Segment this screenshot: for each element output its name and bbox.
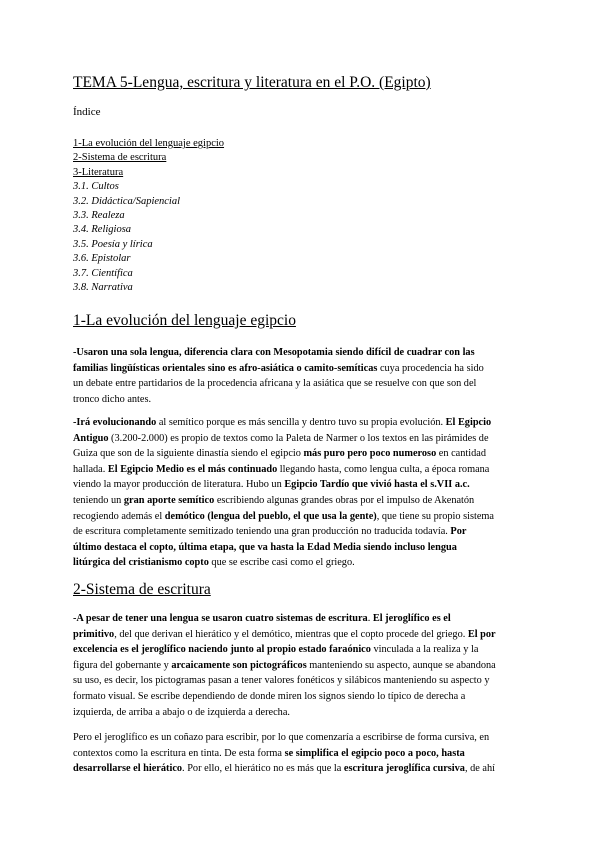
bold-text: litúrgica del cristianismo copto [73, 557, 209, 569]
bold-text: Antiguo [73, 432, 109, 444]
paragraph-line [73, 611, 529, 627]
paragraph-line [73, 376, 529, 392]
paragraph [73, 730, 529, 777]
text-run: , que tiene su propio sistema [376, 510, 494, 522]
paragraph-line [73, 446, 529, 462]
paragraph-line [73, 730, 529, 746]
paragraph [73, 345, 529, 407]
text-run: tronco dicho antes. [73, 393, 152, 405]
bold-text: desarrollarse el hierático [73, 763, 183, 775]
bold-text: familias lingüísticas orientales sino es afro-asiática o camito-semíticas [73, 362, 378, 374]
bold-text: escritura jeroglífica cursiva [343, 763, 465, 775]
text-run: Pero el jeroglífico es un coñazo para escribir, por lo que comenzaría a escribirse de forma cursiva, en [73, 732, 490, 743]
paragraph-line [73, 540, 529, 556]
paragraph-line [73, 361, 529, 377]
paragraph-line [73, 392, 529, 408]
text-run: cuya procedencia ha sido [377, 362, 484, 374]
bold-text: Por [450, 526, 467, 538]
toc-item[interactable]: 3.3. Realeza [73, 210, 125, 222]
paragraph [73, 415, 529, 571]
toc-item[interactable]: 3.7. Científica [73, 267, 133, 279]
paragraph-line [73, 345, 529, 361]
bold-text: -Usaron una sola lengua, diferencia clara con Mesopotamia siendo difícil de cuadrar con las [73, 347, 475, 358]
toc-item[interactable]: 3.4. Religiosa [73, 224, 132, 236]
paragraph-line [73, 555, 529, 571]
section-heading-evolucion: 1-La evolución del lenguaje egipcio [73, 312, 296, 329]
bold-text: El por [467, 628, 496, 640]
paragraph-line [73, 689, 529, 705]
text-run: llegando hasta, como lengua culta, a época romana [277, 463, 490, 475]
index-label: Índice [73, 106, 101, 118]
paragraph-line [73, 761, 529, 777]
text-run: formato visual. Se escribe dependiendo de donde miren los signos siendo lo típico de derecha a [73, 690, 466, 702]
bold-text: arcaicamente son pictográficos [171, 659, 307, 671]
paragraph-line [73, 705, 529, 721]
paragraph-line [73, 431, 529, 447]
paragraph-line [73, 524, 529, 540]
paragraph-line [73, 746, 529, 762]
bold-text: excelencia es el jeroglífico naciendo junto al propio estado faraónico [73, 644, 371, 656]
toc-item[interactable]: 3.6. Epistolar [73, 253, 131, 265]
paragraph-line [73, 477, 529, 493]
text-run: de escritura completamente semitizado teniendo una gran producción no traducida todavía. [73, 526, 451, 538]
text-run: hallada. [73, 463, 108, 475]
text-run: su uso, es decir, los pictogramas pasan a tener valores fonéticos y silábicos manteniendo su aspecto y [73, 675, 490, 687]
text-run: al semítico porque es más sencilla y dentro tuvo su propia evolución. [156, 417, 446, 428]
toc-item[interactable]: 3.2. Didáctica/Sapiencial [73, 195, 181, 207]
section-heading-escritura: 2-Sistema de escritura [73, 581, 211, 598]
text-run: manteniendo su aspecto, aunque se abandona [306, 659, 496, 671]
toc-item[interactable]: 2-Sistema de escritura [73, 152, 167, 164]
text-run: teniendo un [73, 494, 124, 506]
text-run: figura del gobernante y [73, 659, 172, 671]
toc-item[interactable]: 3.8. Narrativa [73, 282, 133, 294]
bold-text: El Egipcio [445, 417, 492, 428]
text-run: izquierda, de arriba a abajo o de izquierda a derecha. [73, 706, 290, 718]
paragraph-line [73, 627, 529, 643]
paragraph-line [73, 493, 529, 509]
paragraph [73, 611, 529, 720]
table-of-contents [73, 137, 224, 295]
bold-text: Egipcio Tardío que vivió hasta el s.VII a.c. [284, 479, 470, 491]
bold-text: -A pesar de tener una lengua se usaron cuatro sistemas de escritura [73, 613, 368, 624]
bold-text: El Egipcio Medio es el más continuado [107, 463, 278, 475]
paragraph-line [73, 642, 529, 658]
text-run: escribiendo algunas grandes obras por el impulso de Akenatón [214, 494, 475, 506]
bold-text: se simplifica el egipcio poco a poco, hasta [284, 747, 465, 759]
text-run: Guiza que son de la siguiente dinastía siendo el egipcio [73, 448, 304, 460]
text-run: recogiendo además el [73, 510, 165, 522]
text-run: viendo la mayor producción de literatura. Hubo un [73, 479, 285, 491]
text-run: , de ahí [464, 763, 495, 775]
text-run: que se escribe casi como el griego. [208, 557, 355, 569]
toc-item[interactable]: 3.5. Poesía y lírica [73, 238, 153, 250]
text-run: . [367, 613, 373, 624]
toc-item[interactable]: 1-La evolución del lenguaje egipcio [73, 138, 225, 149]
paragraph-line [73, 509, 529, 525]
toc-item[interactable]: 3-Literatura [73, 166, 124, 178]
paragraph-line [73, 658, 529, 674]
text-run: un debate entre partidarios de la procedencia africana y la asiática que se resuelve con que son del [73, 378, 477, 390]
toc-item[interactable]: 3.1. Cultos [73, 181, 119, 193]
text-run: contextos como la escritura en tinta. De esta forma [73, 747, 285, 759]
bold-text: gran aporte semítico [123, 494, 215, 506]
bold-text: -Irá evolucionando [73, 417, 157, 428]
paragraph-line [73, 415, 529, 431]
text-run: (3.200-2.000) es propio de textos como la Paleta de Narmer o los textos en las pirámides de [108, 432, 489, 444]
document-title: TEMA 5-Lengua, escritura y literatura en el P.O. (Egipto) [73, 74, 431, 91]
bold-text: más puro pero poco numeroso [303, 448, 437, 460]
bold-text: último destaca el copto, última etapa, que va hasta la Edad Media siendo incluso lengua [73, 541, 457, 553]
paragraph-line [73, 673, 529, 689]
bold-text: demótico (lengua del pueblo, el que usa la gente) [164, 510, 377, 522]
text-run: . Por ello, el hierático no es más que la [182, 763, 344, 775]
bold-text: primitivo [73, 628, 115, 640]
text-run: , del que derivan el hierático y el demótico, mientras que el copto procede del griego. [114, 628, 468, 640]
text-run: vinculada a la realiza y la [370, 644, 479, 656]
bold-text: El jeroglífico es el [372, 613, 451, 624]
text-run: en cantidad [436, 448, 486, 460]
paragraph-line [73, 462, 529, 478]
